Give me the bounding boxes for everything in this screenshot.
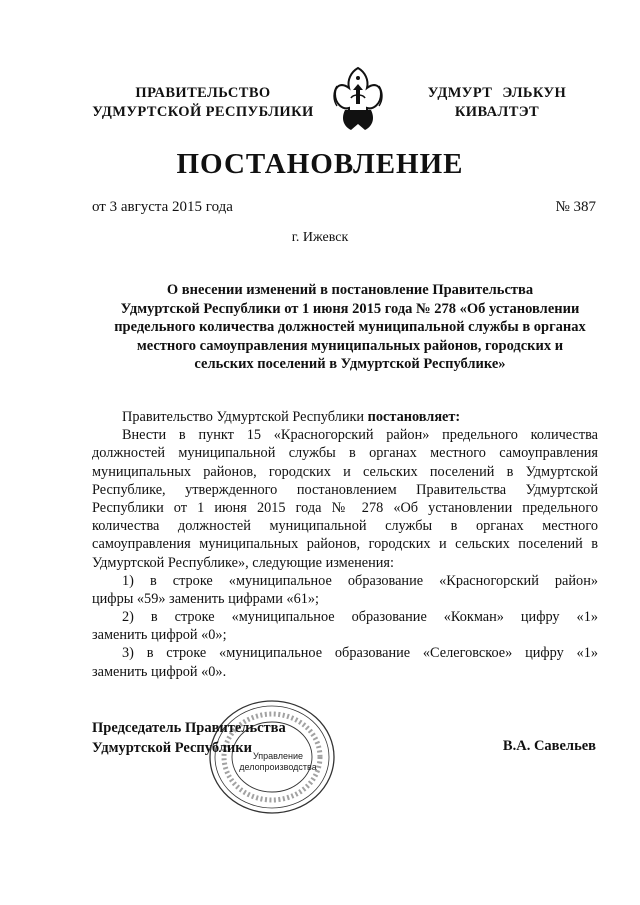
body-line: цифры «59» заменить цифрами «61»; bbox=[92, 590, 319, 607]
document-city: г. Ижевск bbox=[291, 230, 349, 245]
header-right-line-1: УДМУРТ ЭЛЬКУН bbox=[427, 85, 567, 101]
signature-position-line-1: Председатель Правительства bbox=[92, 720, 286, 736]
document-number: № 387 bbox=[555, 199, 596, 215]
stamp-line: Управление bbox=[252, 751, 304, 761]
signature-position bbox=[92, 718, 286, 758]
body-line: муниципальных районов, городских и сельских поселений в Удмуртской bbox=[92, 463, 598, 480]
header-right-line-2: КИВАЛТЭТ bbox=[454, 104, 540, 120]
document-date: от 3 августа 2015 года bbox=[92, 199, 233, 215]
subject-line: Удмуртской Республики от 1 июня 2015 года № 278 «Об установлении bbox=[120, 300, 580, 317]
preamble-text: Правительство Удмуртской Республики bbox=[122, 409, 368, 425]
document-subject bbox=[90, 281, 610, 374]
preamble-emphasis: постановляет: bbox=[367, 409, 461, 425]
signature-name: В.А. Савельев bbox=[502, 738, 596, 754]
body-line: Республике, утвержденного постановлением Правительства Удмуртской bbox=[92, 481, 598, 498]
header-left-line-2: УДМУРТСКОЙ РЕСПУБЛИКИ bbox=[92, 104, 314, 120]
body-line: Удмуртской Республике», следующие изменения: bbox=[92, 554, 394, 571]
subject-line: местного самоуправления муниципальных районов, городских и bbox=[136, 337, 564, 354]
body-line: Республики от 1 июня 2015 года № 278 «Об установлении предельного bbox=[92, 499, 598, 516]
body-line: 2) в строке «муниципальное образование «Кокман» цифру «1» bbox=[122, 609, 598, 626]
body-line: Внести в пункт 15 «Красногорский район» предельного количества bbox=[122, 427, 598, 444]
subject-line: О внесении изменений в постановление Правительства bbox=[166, 282, 534, 298]
document-body bbox=[92, 408, 598, 681]
body-line: должностей муниципальной службы в органах местного самоуправления bbox=[92, 445, 598, 462]
stamp-line: делопроизводства bbox=[239, 762, 317, 772]
body-line: 1) в строке «муниципальное образование «Красногорский район» bbox=[122, 572, 598, 589]
signature-position-line-2: Удмуртской Республики bbox=[92, 740, 252, 756]
header-left bbox=[88, 84, 318, 122]
subject-line: сельских поселений в Удмуртской Республике» bbox=[194, 356, 506, 373]
body-line: 3) в строке «муниципальное образование «Селеговское» цифру «1» bbox=[122, 645, 598, 662]
body-line: заменить цифрой «0». bbox=[92, 663, 227, 680]
header-right bbox=[412, 84, 582, 122]
body-line: заменить цифрой «0»; bbox=[92, 627, 227, 644]
body-line: самоуправления муниципальных районов, городских и сельских поселений в bbox=[92, 536, 598, 553]
document-title: ПОСТАНОВЛЕНИЕ bbox=[176, 148, 464, 180]
subject-line: предельного количества должностей муниципальной службы в органах bbox=[114, 319, 586, 336]
header-left-line-1: ПРАВИТЕЛЬСТВО bbox=[135, 85, 271, 101]
preamble bbox=[92, 408, 598, 426]
coat-of-arms-icon bbox=[327, 64, 389, 134]
body-line: количества должностей муниципальной службы в органах местного bbox=[92, 518, 598, 535]
